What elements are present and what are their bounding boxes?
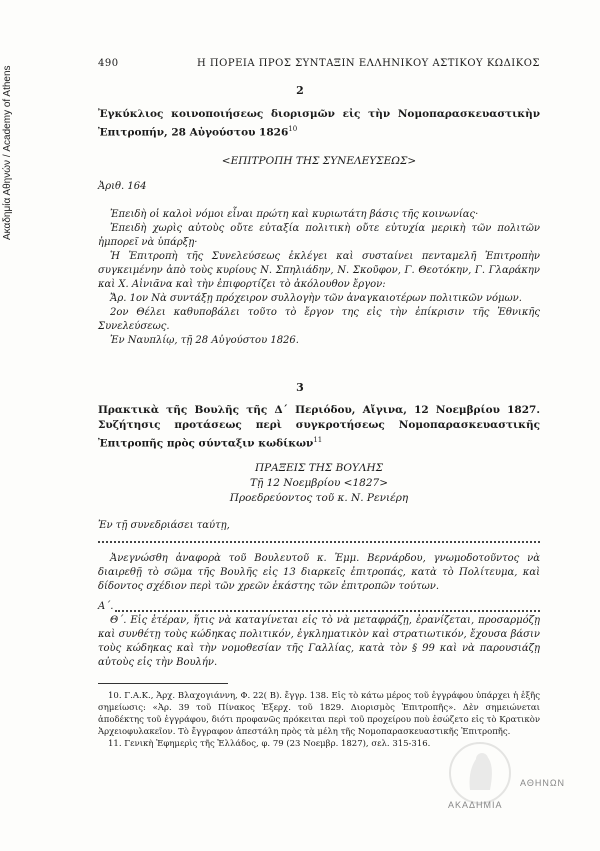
session-body — [98, 552, 540, 594]
running-head-title: Η ΠΟΡΕΙΑ ΠΡΟΣ ΣΥΝΤΑΞΙΝ ΕΛΛΗΝΙΚΟΥ ΑΣΤΙΚΟΥ ΚΩΔΙΚΟΣ — [197, 58, 540, 69]
committee-title: <ΕΠΙΤΡΟΠΗ ΤΗΣ ΣΥΝΕΛΕΥΣΕΩΣ> — [221, 155, 417, 167]
section-3-heading-text: Πρακτικὰ τῆς Βουλῆς τῆς Δ΄ Περιόδου, Αἴγινα, 12 Νοεμβρίου 1827. Συζήτησις προτάσεως περὶ συγκροτήσεως Νομοπαρασκευαστικῆς Ἐπιτροπῆς πρὸς σύνταξιν κωδίκων — [98, 404, 540, 450]
section-number-3: 3 — [296, 381, 304, 394]
opening-line: Ἐν τῇ συνεδριάσει ταύτῃ, — [98, 520, 230, 531]
running-head — [98, 58, 540, 72]
watermark-text-right: ΑΘΗΝΩΝ — [520, 778, 566, 788]
paragraph: Ἀνεγνώσθη ἀναφορὰ τοῦ Βουλευτοῦ κ. Ἐμμ. Βερνάρδου, γνωμοδοτοῦντος νὰ διαιρεθῇ τὸ σῶμα τῆς Βουλῆς εἰς 13 διαρκεῖς ἐπιτροπάς, κατὰ τὸ Πολίτευμα, καὶ δίδοντος σχέδιον περὶ τῶν χρεῶν ἑκάστης τῶν ἐπιτροπῶν τούτων. — [98, 553, 540, 592]
footnote-10: 10. Γ.Α.Κ., Ἀρχ. Βλαχογιάννη, Φ. 22( Β). ἔγγρ. 138. Εἰς τὸ κάτω μέρος τοῦ ἐγγράφου ὑπάρχει ἡ ἑξῆς σημείωσις: «Ἀρ. 39 τοῦ Πίνακος Ἐξερχ. τοῦ 1829. Διορισμὸς Ἐπιτροπῆς». Δὲν σημειώνεται ἀποδέκτης τοῦ ἐγγράφου, διότι προφανῶς πρόκειται περὶ τοῦ προχείρου ποὺ ἐσώζετο εἰς τὸ Κρατικὸν Ἀρχειοφυλακεῖον. Τὸ ἔγγραφον ἀπεστάλη πρὸς τὰ μέλη τῆς Νομοπαρασκευαστικῆς Ἐπιτροπῆς. — [98, 691, 540, 737]
section-number-2: 2 — [296, 84, 304, 97]
session-opening — [98, 519, 540, 533]
item-theta — [98, 614, 540, 670]
paragraph: Ἐπειδὴ οἱ καλοὶ νόμοι εἶναι πρώτη καὶ κυριωτάτη βάσις τῆς κοινωνίας· — [110, 209, 479, 220]
archive-side-label: Ακαδημία Αθηνών / Academy of Athens — [2, 65, 13, 240]
paragraph: Θ΄. Εἰς ἑτέραν, ἥτις νὰ καταγίνεται εἰς τὸ νὰ μεταφράζῃ, ἐρανίζεται, προσαρμόζῃ καὶ συνθέτῃ τοὺς κώδηκας πολιτικόν, ἐγκληματικὸν καὶ στρατιωτικόν, ἔχουσα βάσιν τοὺς κώδηκας καὶ τὴν νομοθεσίαν τῆς Γαλλίας, κατὰ τὸν § 99 καὶ νὰ παρουσιάζῃ αὐτοὺς εἰς τὴν Βουλήν. — [98, 615, 540, 668]
footnote-ref-11: 11 — [313, 436, 323, 444]
ellipsis-line — [115, 608, 540, 612]
paragraph: Ἡ Ἐπιτροπὴ τῆς Συνελεύσεως ἐκλέγει καὶ συσταίνει πενταμελῆ Ἐπιτροπὴν συγκειμένην ἀπὸ τοὺς κυρίους Ν. Σπηλιάδην, Ν. Σκοῦφον, Γ. Θεοτόκην, Γ. Γλαράκην καὶ Χ. Αἰνιᾶνα καὶ τὴν ἐπιφορτίζει τὸ ἀκόλουθον ἔργον: — [98, 251, 540, 290]
footnote-rule — [98, 683, 228, 684]
paragraph: Ἐν Ναυπλίῳ, τῇ 28 Αὐγούστου 1826. — [110, 335, 299, 346]
section-3-heading — [98, 403, 540, 452]
ref-line: Ἀριθ. 164 — [98, 181, 147, 192]
watermark-text-left: ΑΚΑΔΗΜΙΑ — [448, 800, 503, 810]
page-number: 490 — [98, 58, 119, 69]
reference-number — [98, 180, 540, 194]
ellipsis-line — [98, 539, 540, 543]
academy-watermark-icon — [440, 735, 570, 810]
paragraph: 2ον Θέλει καθυποβάλει τοῦτο τὸ ἔργον της εἰς τὴν ἐπίκρισιν τῆς Ἐθνικῆς Συνελεύσεως. — [98, 307, 540, 332]
section-2-heading-text: Ἐγκύκλιος κοινοποιήσεως διορισμῶν εἰς τὴν Νομοπαρασκευαστικὴν Ἐπιτροπήν, 28 Αὐγούστου 1826 — [98, 108, 540, 139]
paragraph: Ἐπειδὴ χωρὶς αὐτοὺς οὔτε εὐταξία πολιτικὴ οὔτε εὐτυχία μερικὴ τῶν πολιτῶν ἠμπορεῖ νὰ ὑπάρξῃ· — [98, 223, 540, 248]
acts-date: Τῇ 12 Νοεμβρίου <1827> — [249, 477, 389, 489]
paragraph: Ἄρ. 1ον Νὰ συντάξῃ πρόχειρον συλλογὴν τῶν ἀναγκαιοτέρων πολιτικῶν νόμων. — [110, 293, 522, 304]
acts-chair: Προεδρεύοντος τοῦ κ. Ν. Ρενιέρη — [229, 492, 409, 504]
item-a-label: Α΄. — [98, 601, 114, 612]
item-a — [98, 600, 113, 614]
acts-title: ΠΡΑΞΕΙΣ ΤΗΣ ΒΟΥΛΗΣ — [254, 462, 384, 474]
footnote-ref-10: 10 — [288, 125, 298, 133]
section-2-body — [98, 208, 540, 348]
section-2-heading — [98, 107, 540, 141]
footnote-11: 11. Γενικὴ Ἐφημερὶς τῆς Ἑλλάδος, φ. 79 (23 Νοεμβρ. 1827), σελ. 315-316. — [108, 739, 431, 749]
